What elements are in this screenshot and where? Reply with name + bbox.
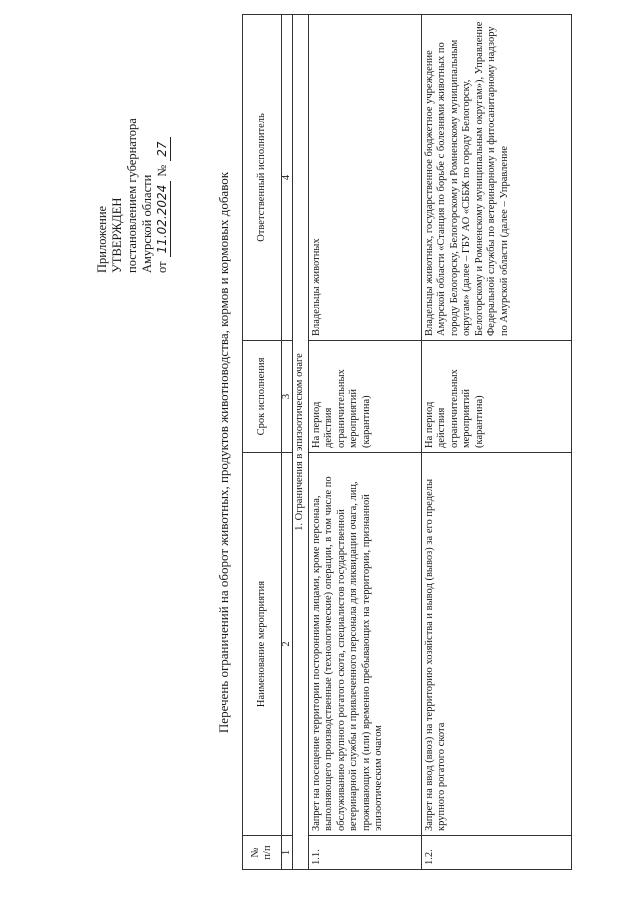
column-number: 3 — [282, 341, 293, 453]
section-row — [293, 15, 309, 870]
section-title: 1. Ограничения в эпизоотическом очаге — [293, 15, 309, 870]
table-row — [421, 15, 571, 870]
row-number: 1.1. — [308, 836, 421, 870]
handwritten-number: 27 — [155, 138, 171, 161]
row-executor: Владельцы животных — [308, 15, 421, 341]
header-number: № п/п — [243, 836, 282, 870]
row-term: На период действия ограничительных мероприятий (карантина) — [421, 341, 571, 453]
approval-line-region: Амурской области — [140, 174, 154, 273]
restrictions-table — [242, 14, 572, 870]
row-measure-name: Запрет на ввод (ввоз) на территорию хозяйства и вывод (вывоз) за его пределы крупного рогатого скота — [421, 453, 571, 836]
document-title: Перечень ограничений на оборот животных, продуктов животноводства, кормов и кормовых добавок — [216, 171, 231, 734]
header-term: Срок исполнения — [243, 341, 282, 453]
column-number: 1 — [282, 836, 293, 870]
table-row — [308, 15, 421, 870]
header-row — [243, 15, 282, 870]
row-executor: Владельцы животных, государственное бюджетное учреждение Амурской области «Станция по борьбе с болезнями животных по городу Белогорску, Белогорскому и Ромненскому муниципальным округам» (далее – ГБУ АО «СББЖ по городу Белогорску, Белогорскому и Ромненскому муниципальным округам»), Управление Федеральной службы по ветеринарному и фитосанитарному надзору по Амурской области (далее – Управление — [421, 15, 571, 341]
row-number: 1.2. — [421, 836, 571, 870]
approval-block — [95, 33, 171, 273]
number-prefix: № — [155, 164, 169, 177]
approval-date-line — [155, 33, 171, 273]
handwritten-date: 11.02.2024 — [155, 181, 171, 258]
approval-line-appendix: Приложение — [95, 205, 109, 273]
approval-line-decree: постановлением губернатора — [125, 118, 139, 273]
column-number: 4 — [282, 15, 293, 341]
header-executor: Ответственный исполнитель — [243, 15, 282, 341]
row-measure-name: Запрет на посещение территории посторонними лицами, кроме персонала, выполняющего производственные (технологические) операции, в том числе по обслуживанию крупного рогатого скота, специалистов государственной ветеринарной службы и привлеченного персонала для ликвидации очага, лиц, проживающих и (или) временно пребывающих на территории, признанной эпизоотическим очагом — [308, 453, 421, 836]
header-name: Наименование мероприятия — [243, 453, 282, 836]
column-number: 2 — [282, 453, 293, 836]
approval-line-approved: УТВЕРЖДЕН — [110, 197, 124, 273]
row-term: На период действия ограничительных мероприятий (карантина) — [308, 341, 421, 453]
date-prefix: от — [155, 261, 169, 273]
column-number-row — [282, 15, 293, 870]
